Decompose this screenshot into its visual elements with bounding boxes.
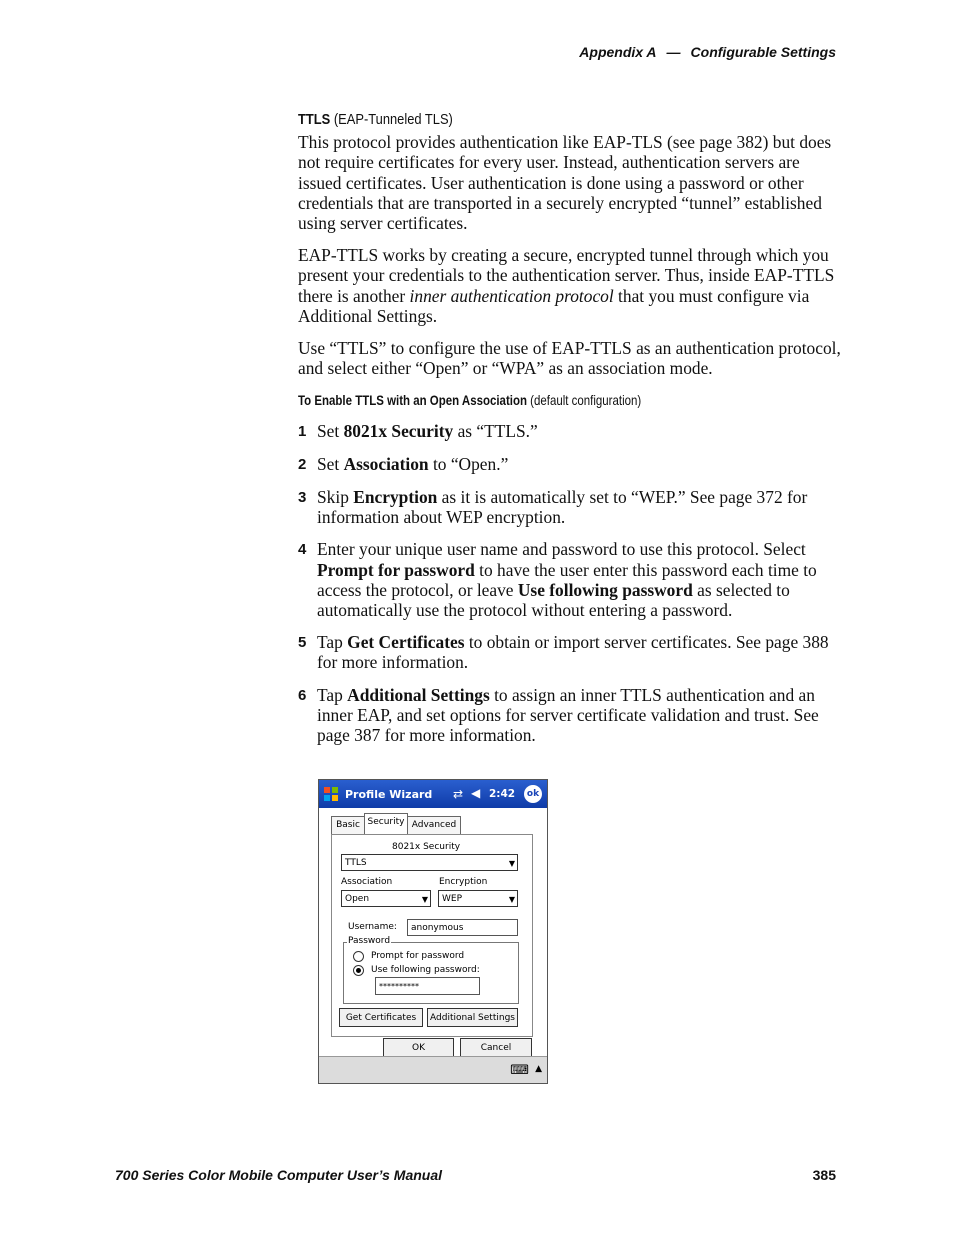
step-text-bold: Association bbox=[343, 453, 429, 474]
ttls-heading-bold: TTLS bbox=[298, 111, 331, 128]
windows-start-icon[interactable] bbox=[323, 786, 339, 802]
step-text-part: to assign an inner TTLS authentication and an inner EAP, and set options for server certificate validation and trust. See page 387 for more information. bbox=[317, 684, 819, 746]
security-panel bbox=[331, 834, 533, 1037]
step-3 bbox=[298, 487, 843, 527]
step-text-part: to have the user enter this password each time to access the protocol, or leave bbox=[317, 559, 817, 600]
keyboard-icon[interactable]: ⌨ bbox=[510, 1063, 529, 1078]
cancel-button[interactable]: Cancel bbox=[460, 1038, 532, 1057]
password-group bbox=[343, 936, 519, 1004]
step-text bbox=[317, 685, 843, 746]
step-number: 1 bbox=[298, 422, 307, 440]
chevron-down-icon: ▼ bbox=[421, 895, 428, 904]
step-4 bbox=[298, 539, 843, 620]
step-text-part: Tap bbox=[317, 684, 348, 705]
chevron-down-icon: ▼ bbox=[508, 895, 515, 904]
procedure-heading-rest: (default configuration) bbox=[526, 392, 642, 409]
tab-security[interactable]: Security bbox=[364, 813, 408, 835]
step-text-bold: Encryption bbox=[353, 487, 438, 508]
step-text-bold: Prompt for password bbox=[317, 559, 475, 580]
use-password-label[interactable]: Use following password: bbox=[371, 965, 480, 975]
association-label: Association bbox=[341, 877, 393, 887]
additional-settings-button[interactable]: Additional Settings bbox=[427, 1008, 518, 1027]
step-number: 2 bbox=[298, 455, 307, 473]
step-text bbox=[317, 632, 843, 672]
step-text-part: Set bbox=[317, 453, 344, 474]
step-text bbox=[317, 454, 843, 475]
association-value: Open bbox=[345, 894, 370, 904]
paragraph-2 bbox=[298, 245, 843, 326]
prompt-password-label[interactable]: Prompt for password bbox=[371, 951, 465, 961]
step-text-part: Tap bbox=[317, 632, 348, 653]
procedure-heading bbox=[298, 390, 745, 410]
step-text-bold: Use following password bbox=[517, 579, 693, 600]
header-section: Configurable Settings bbox=[690, 44, 836, 60]
password-input[interactable]: ********** bbox=[375, 977, 480, 995]
step-2 bbox=[298, 454, 843, 475]
paragraph-2-b: that you must configure via Additional Settings. bbox=[298, 285, 810, 326]
step-1 bbox=[298, 421, 843, 442]
prompt-password-radio[interactable] bbox=[353, 951, 364, 962]
chevron-down-icon: ▼ bbox=[508, 859, 515, 868]
device-screenshot bbox=[318, 779, 548, 1084]
security-label: 8021x Security bbox=[392, 842, 461, 852]
step-number: 5 bbox=[298, 634, 307, 652]
connectivity-icon[interactable]: ⇄ bbox=[453, 787, 464, 801]
tab-basic[interactable]: Basic bbox=[331, 816, 365, 834]
volume-icon[interactable]: ◀ bbox=[471, 786, 481, 800]
encryption-select[interactable] bbox=[438, 890, 518, 907]
step-number: 6 bbox=[298, 686, 307, 704]
procedure-heading-bold: To Enable TTLS with an Open Association bbox=[298, 392, 527, 409]
username-input[interactable]: anonymous bbox=[407, 919, 518, 936]
step-text-bold: 8021x Security bbox=[343, 420, 454, 441]
ttls-heading bbox=[298, 110, 767, 130]
use-password-radio[interactable] bbox=[353, 965, 364, 976]
step-text-part: Set bbox=[317, 420, 344, 441]
step-number: 4 bbox=[298, 541, 307, 559]
password-group-label: Password bbox=[348, 936, 391, 946]
chevron-up-icon[interactable]: ▲ bbox=[535, 1064, 542, 1074]
step-text bbox=[317, 539, 843, 620]
step-5 bbox=[298, 632, 843, 672]
step-text-part: to “Open.” bbox=[428, 453, 509, 474]
step-text-part: as selected to automatically use the protocol without entering a password. bbox=[317, 579, 790, 621]
bottom-menu-bar bbox=[319, 1056, 547, 1083]
header-chapter: Appendix A bbox=[579, 44, 657, 60]
step-text bbox=[317, 487, 843, 527]
step-text-part: to obtain or import server certificates. See page 388 for more information. bbox=[317, 632, 829, 673]
main-content bbox=[298, 110, 843, 757]
encryption-label: Encryption bbox=[439, 877, 488, 887]
running-header bbox=[579, 44, 836, 60]
encryption-value: WEP bbox=[442, 894, 463, 904]
step-text-part: Enter your unique user name and password to use this protocol. Select bbox=[317, 539, 806, 560]
ttls-heading-rest: (EAP-Tunneled TLS) bbox=[330, 111, 453, 128]
clock[interactable]: 2:42 bbox=[489, 788, 516, 800]
step-text-bold: Get Certificates bbox=[347, 632, 465, 653]
title-ok-button[interactable]: ok bbox=[524, 785, 542, 803]
ok-button[interactable]: OK bbox=[383, 1038, 454, 1057]
paragraph-2-em: inner authentication protocol bbox=[409, 285, 614, 306]
footer-manual-title: 700 Series Color Mobile Computer User’s Manual bbox=[115, 1167, 443, 1183]
step-text-bold: Additional Settings bbox=[347, 684, 490, 705]
step-text-part: as it is automatically set to “WEP.” See page 372 for information about WEP encryption. bbox=[317, 487, 808, 528]
window-title: Profile Wizard bbox=[345, 788, 433, 801]
step-text-part: as “TTLS.” bbox=[453, 420, 538, 441]
paragraph-2-a: EAP-TTLS works by creating a secure, encrypted tunnel through which you present your credentials to the authentication server. Thus, inside EAP-TTLS there is another bbox=[298, 245, 835, 306]
username-label: Username: bbox=[348, 922, 397, 932]
paragraph-3: Use “TTLS” to configure the use of EAP-TTLS as an authentication protocol, and select either “Open” or “WPA” as an association mode. bbox=[298, 338, 841, 379]
get-certificates-button[interactable]: Get Certificates bbox=[339, 1008, 423, 1027]
paragraph-1: This protocol provides authentication like EAP-TLS (see page 382) but does not require certificates for every user. Instead, authentication servers are issued certificates. User authentication is done using a password or other credentials that are transported in a securely encrypted “tunnel” established using server certificates. bbox=[298, 132, 832, 234]
security-select[interactable] bbox=[341, 854, 518, 871]
step-6 bbox=[298, 685, 843, 746]
step-text bbox=[317, 421, 843, 442]
association-select[interactable] bbox=[341, 890, 431, 907]
header-dash: — bbox=[666, 44, 681, 60]
security-value: TTLS bbox=[345, 858, 367, 868]
footer-page-number: 385 bbox=[812, 1167, 836, 1183]
title-bar bbox=[319, 780, 547, 808]
step-text-part: Skip bbox=[317, 487, 354, 508]
step-number: 3 bbox=[298, 489, 307, 507]
tab-advanced[interactable]: Advanced bbox=[407, 816, 461, 834]
